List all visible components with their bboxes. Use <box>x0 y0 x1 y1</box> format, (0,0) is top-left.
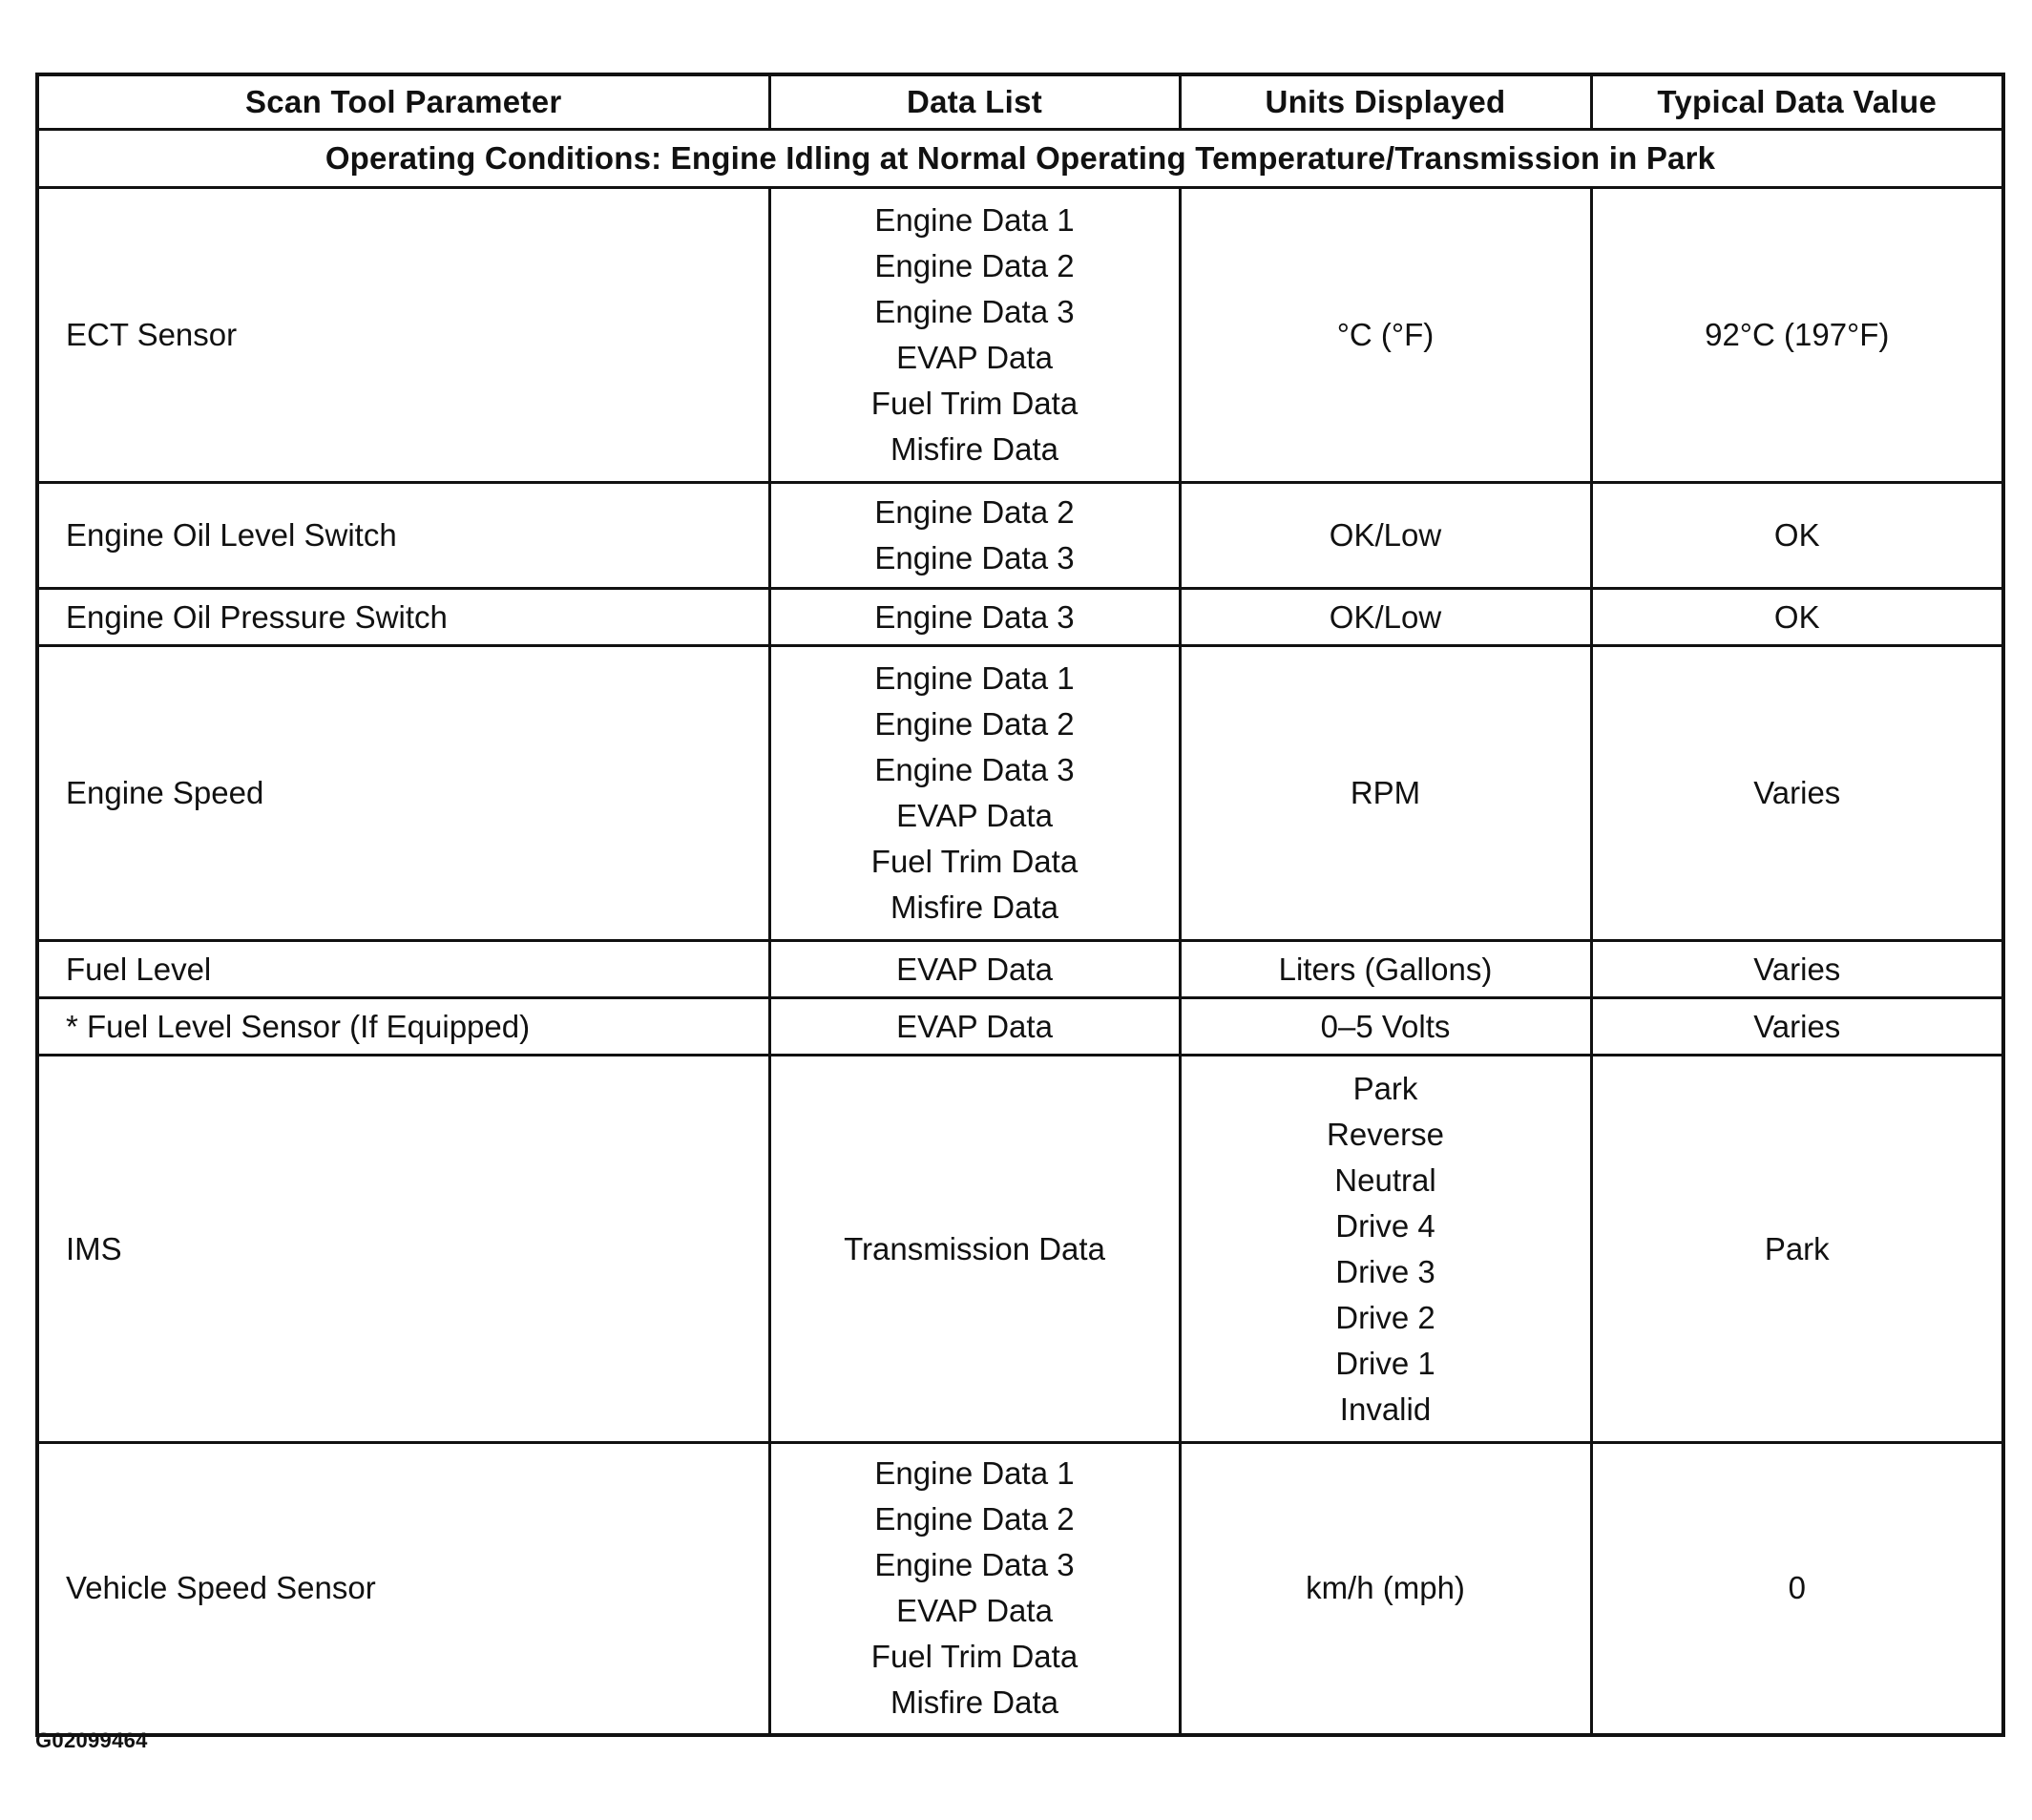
param-cell: * Fuel Level Sensor (If Equipped) <box>37 998 769 1056</box>
units-cell <box>1180 483 1591 589</box>
data-list-cell-item: Engine Data 3 <box>874 598 1075 635</box>
data-list-cell-item: Fuel Trim Data <box>870 844 1079 879</box>
data-list-cell <box>769 1443 1180 1735</box>
data-list-cell <box>769 1056 1180 1443</box>
units-cell <box>1180 998 1591 1056</box>
typical-value-cell: Varies <box>1591 941 2003 998</box>
data-list-cell-item: Misfire Data <box>890 431 1059 467</box>
units-cell-item: km/h (mph) <box>1306 1570 1465 1606</box>
units-cell <box>1180 1443 1591 1735</box>
data-list-cell <box>769 941 1180 998</box>
table-body <box>37 130 2003 1735</box>
typical-value-cell: 0 <box>1591 1443 2003 1735</box>
figure-id: G02099464 <box>35 1728 148 1752</box>
units-cell-item: OK/Low <box>1329 517 1442 553</box>
data-list-cell-item: Engine Data 1 <box>874 1455 1075 1492</box>
data-list-cell <box>769 998 1180 1056</box>
param-cell: IMS <box>37 1056 769 1443</box>
units-cell-item: RPM <box>1350 775 1421 810</box>
data-list-cell-item: Fuel Trim Data <box>870 386 1079 421</box>
units-cell <box>1180 1056 1591 1443</box>
param-cell: Engine Speed <box>37 646 769 941</box>
table-row-fuel-level <box>37 941 2003 998</box>
data-list-cell-item: Engine Data 3 <box>874 540 1075 575</box>
units-cell-item: Drive 2 <box>1335 1299 1435 1335</box>
data-list-cell <box>769 589 1180 646</box>
units-cell-item: Drive 1 <box>1335 1345 1435 1381</box>
header-row <box>37 74 2003 130</box>
data-list-cell-item: Engine Data 1 <box>874 202 1075 238</box>
data-list-cell-item: EVAP Data <box>896 1593 1053 1629</box>
table-row-ims <box>37 1056 2003 1443</box>
data-list-cell-item: EVAP Data <box>896 340 1053 375</box>
data-list-cell-item: Engine Data 3 <box>874 1547 1075 1583</box>
units-cell-item: Invalid <box>1339 1391 1432 1427</box>
data-list-cell-item: Engine Data 2 <box>874 494 1075 530</box>
table-row-fuel-level-sensor-if-equipped <box>37 998 2003 1056</box>
units-cell-item: Liters (Gallons) <box>1278 951 1493 987</box>
operating-conditions: Operating Conditions: Engine Idling at Normal Operating Temperature/Transmission in Park <box>37 130 2003 188</box>
units-cell-item: Drive 3 <box>1335 1253 1435 1289</box>
units-cell-item: OK/Low <box>1329 598 1442 635</box>
header-typical-data-value: Typical Data Value <box>1591 74 2003 130</box>
data-list-cell-item: Misfire Data <box>890 889 1059 925</box>
data-list-cell-item: EVAP Data <box>896 1008 1053 1044</box>
data-list-cell-item: Fuel Trim Data <box>870 1639 1079 1675</box>
units-cell-item: Reverse <box>1327 1116 1444 1152</box>
units-cell-item: Neutral <box>1334 1161 1436 1198</box>
typical-value-cell: Park <box>1591 1056 2003 1443</box>
units-cell <box>1180 589 1591 646</box>
data-list-cell <box>769 646 1180 941</box>
typical-value-cell: Varies <box>1591 646 2003 941</box>
units-cell-item: °C (°F) <box>1336 317 1435 352</box>
header-scan-tool-parameter: Scan Tool Parameter <box>37 74 769 130</box>
header-data-list: Data List <box>769 74 1180 130</box>
param-cell: Engine Oil Level Switch <box>37 483 769 589</box>
typical-value-cell: OK <box>1591 589 2003 646</box>
table-row-engine-speed <box>37 646 2003 941</box>
data-list-cell-item: Engine Data 2 <box>874 248 1075 283</box>
table-row-engine-oil-level-switch <box>37 483 2003 589</box>
data-list-cell-item: Misfire Data <box>890 1684 1059 1721</box>
data-list-cell-item: EVAP Data <box>896 798 1053 833</box>
data-list-cell-item: Engine Data 2 <box>874 706 1075 742</box>
units-cell <box>1180 941 1591 998</box>
param-cell: Engine Oil Pressure Switch <box>37 589 769 646</box>
typical-value-cell: Varies <box>1591 998 2003 1056</box>
param-cell: Fuel Level <box>37 941 769 998</box>
param-cell: Vehicle Speed Sensor <box>37 1443 769 1735</box>
scan-tool-data-table <box>35 73 2005 1737</box>
units-cell <box>1180 188 1591 483</box>
data-list-cell-item: Engine Data 3 <box>874 752 1075 787</box>
param-cell: ECT Sensor <box>37 188 769 483</box>
data-list-cell-item: Transmission Data <box>844 1230 1105 1266</box>
units-cell-item: 0–5 Volts <box>1320 1008 1451 1044</box>
units-cell <box>1180 646 1591 941</box>
data-list-cell <box>769 483 1180 589</box>
data-list-cell <box>769 188 1180 483</box>
header-units-displayed: Units Displayed <box>1180 74 1591 130</box>
data-list-cell-item: Engine Data 2 <box>874 1501 1075 1538</box>
units-cell-item: Drive 4 <box>1335 1207 1435 1244</box>
data-list-cell-item: EVAP Data <box>896 951 1053 987</box>
table-row-vehicle-speed-sensor <box>37 1443 2003 1735</box>
operating-conditions-row <box>37 130 2003 188</box>
table-row-ect-sensor <box>37 188 2003 483</box>
typical-value-cell: 92°C (197°F) <box>1591 188 2003 483</box>
units-cell-item: Park <box>1352 1070 1418 1106</box>
table-row-engine-oil-pressure-switch <box>37 589 2003 646</box>
data-list-cell-item: Engine Data 1 <box>874 660 1075 696</box>
data-list-cell-item: Engine Data 3 <box>874 294 1075 329</box>
typical-value-cell: OK <box>1591 483 2003 589</box>
